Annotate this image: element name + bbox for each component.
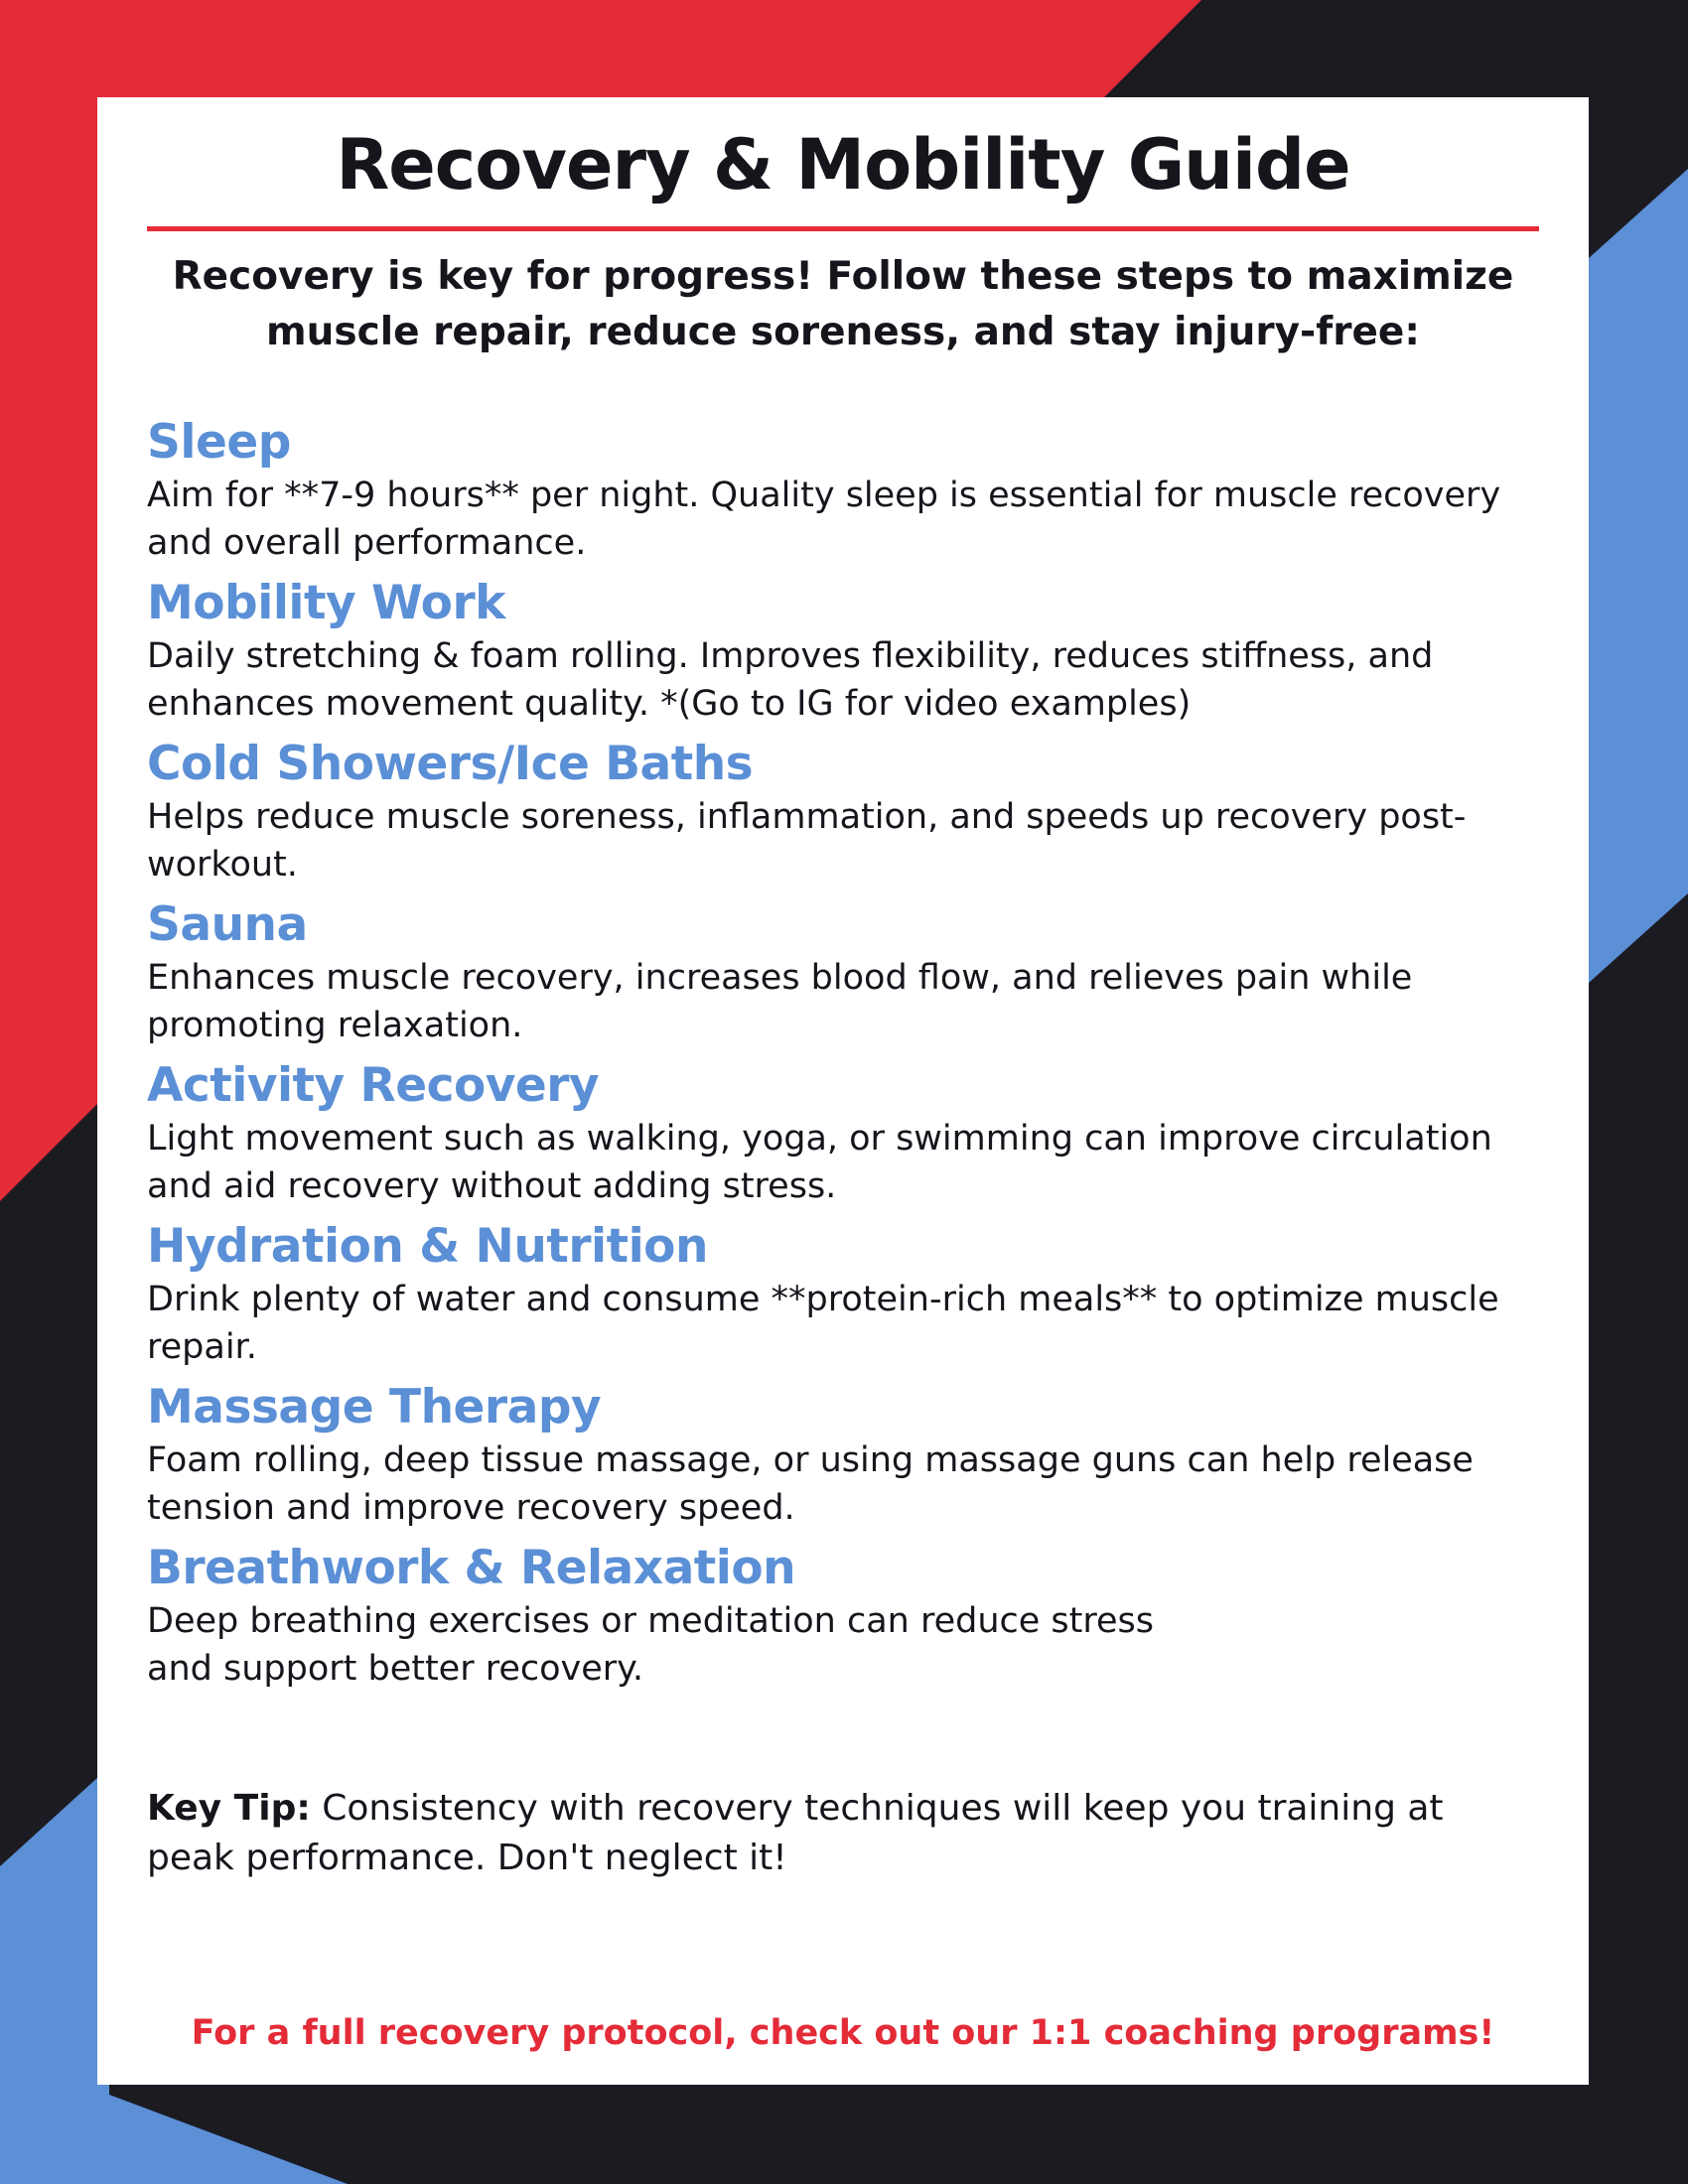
section-massage-therapy (147, 1379, 1539, 1532)
section-hydration-nutrition (147, 1218, 1539, 1371)
section-body: Aim for **7-9 hours** per night. Quality sleep is essential for muscle recovery and overall performance. (147, 476, 1501, 563)
section-heading: Activity Recovery (147, 1058, 600, 1113)
page-title: Recovery & Mobility Guide (336, 124, 1350, 205)
cta-prefix: For a (191, 2013, 303, 2053)
section-sleep (147, 414, 1539, 567)
section-heading: Sauna (147, 897, 308, 952)
section-body: Enhances muscle recovery, increases blood flow, and relieves pain while promoting relaxation. (147, 958, 1413, 1045)
cta-emphasis: full recovery protocol (302, 2013, 725, 2053)
section-heading: Massage Therapy (147, 1380, 602, 1434)
title-divider (147, 226, 1539, 231)
section-body: Foam rolling, deep tissue massage, or using massage guns can help release tension and improve recovery speed. (147, 1440, 1474, 1528)
section-heading: Breathwork & Relaxation (147, 1541, 796, 1595)
coaching-cta (147, 2008, 1539, 2058)
section-body: Light movement such as walking, yoga, or swimming can improve circulation and aid recovery without adding stress. (147, 1119, 1492, 1206)
key-tip-text: Consistency with recovery techniques will keep you training at peak performance. Don't neglect it! (147, 1788, 1444, 1878)
background-blue-band-right (1589, 169, 1688, 983)
section-body: Helps reduce muscle soreness, inflammation, and speeds up recovery post-workout. (147, 797, 1467, 885)
section-heading: Sleep (147, 415, 291, 470)
section-activity-recovery (147, 1057, 1539, 1210)
section-body: Daily stretching & foam rolling. Improves flexibility, reduces stiffness, and enhances movement quality. *(Go to IG for video examples) (147, 636, 1434, 724)
cta-suffix: , check out our 1:1 coaching programs! (724, 2013, 1495, 2053)
section-mobility-work (147, 575, 1539, 728)
recovery-sections (147, 414, 1539, 1693)
section-cold-showers (147, 736, 1539, 888)
key-tip-label: Key Tip: (147, 1788, 311, 1829)
section-breathwork (147, 1540, 1539, 1693)
section-heading: Cold Showers/Ice Baths (147, 737, 754, 791)
section-body: Deep breathing exercises or meditation can reduce stress and support better recovery. (147, 1601, 1155, 1689)
section-body: Drink plenty of water and consume **protein-rich meals** to optimize muscle repair. (147, 1280, 1499, 1367)
key-tip (147, 1784, 1539, 1883)
guide-card (97, 97, 1589, 2085)
intro-text: Recovery is key for progress! Follow these steps to maximize muscle repair, reduce soreness, and stay injury-free: (172, 254, 1514, 354)
section-sauna (147, 896, 1539, 1049)
section-heading: Hydration & Nutrition (147, 1219, 708, 1274)
section-heading: Mobility Work (147, 576, 505, 630)
